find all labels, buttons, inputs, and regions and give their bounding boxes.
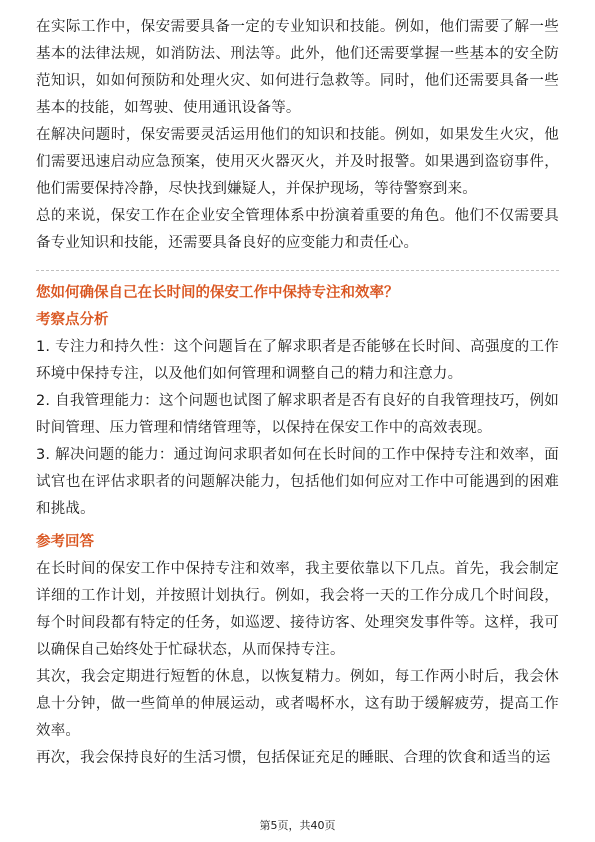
answer-paragraph-1: 在长时间的保安工作中保持专注和效率，我主要依靠以下几点。首先，我会制定详细的工作计划，并按照计划执行。例如，我会将一天的工作分成几个时间段，每个时间段都有特定的任务，如巡逻、接待访客、处理突发事件等。这样，我可以确保自己始终处于忙碌状态，从而保持专注。	[36, 561, 559, 658]
analysis-item-1: 1. 专注力和持久性：这个问题旨在了解求职者是否能够在长时间、高强度的工作环境中保持专注，以及他们如何管理和调整自己的精力和注意力。	[36, 339, 559, 382]
page-content	[36, 14, 559, 772]
intro-paragraph-3: 总的来说，保安工作在企业安全管理体系中扮演着重要的角色。他们不仅需要具备专业知识和技能，还需要具备良好的应变能力和责任心。	[36, 208, 559, 251]
section-divider	[36, 270, 559, 271]
page-footer: 第5页，共40页	[259, 819, 336, 832]
answer-paragraph-2: 其次，我会定期进行短暂的休息，以恢复精力。例如，每工作两小时后，我会休息十分钟，做一些简单的伸展运动，或者喝杯水，这有助于缓解疲劳，提高工作效率。	[36, 669, 559, 739]
answer-heading: 参考回答	[36, 534, 94, 550]
interview-question: 您如何确保自己在长时间的保安工作中保持专注和效率？	[36, 285, 399, 301]
analysis-item-2: 2. 自我管理能力：这个问题也试图了解求职者是否有良好的自我管理技巧，例如时间管理、压力管理和情绪管理等，以保持在保安工作中的高效表现。	[36, 393, 559, 436]
analysis-heading: 考察点分析	[36, 312, 109, 328]
answer-paragraph-3: 再次，我会保持良好的生活习惯，包括保证充足的睡眠、合理的饮食和适当的运	[36, 750, 551, 766]
intro-paragraph-2: 在解决问题时，保安需要灵活运用他们的知识和技能。例如，如果发生火灾，他们需要迅速启动应急预案，使用灭火器灭火，并及时报警。如果遇到盗窃事件，他们需要保持冷静，尽快找到嫌疑人，并保护现场，等待警察到来。	[36, 127, 559, 197]
intro-paragraph-1: 在实际工作中，保安需要具备一定的专业知识和技能。例如，他们需要了解一些基本的法律法规，如消防法、刑法等。此外，他们还需要掌握一些基本的安全防范知识，如如何预防和处理火灾、如何进行急救等。同时，他们还需要具备一些基本的技能，如驾驶、使用通讯设备等。	[36, 19, 559, 116]
analysis-item-3: 3. 解决问题的能力：通过询问求职者如何在长时间的工作中保持专注和效率，面试官也在评估求职者的问题解决能力，包括他们如何应对工作中可能遇到的困难和挑战。	[36, 447, 559, 517]
